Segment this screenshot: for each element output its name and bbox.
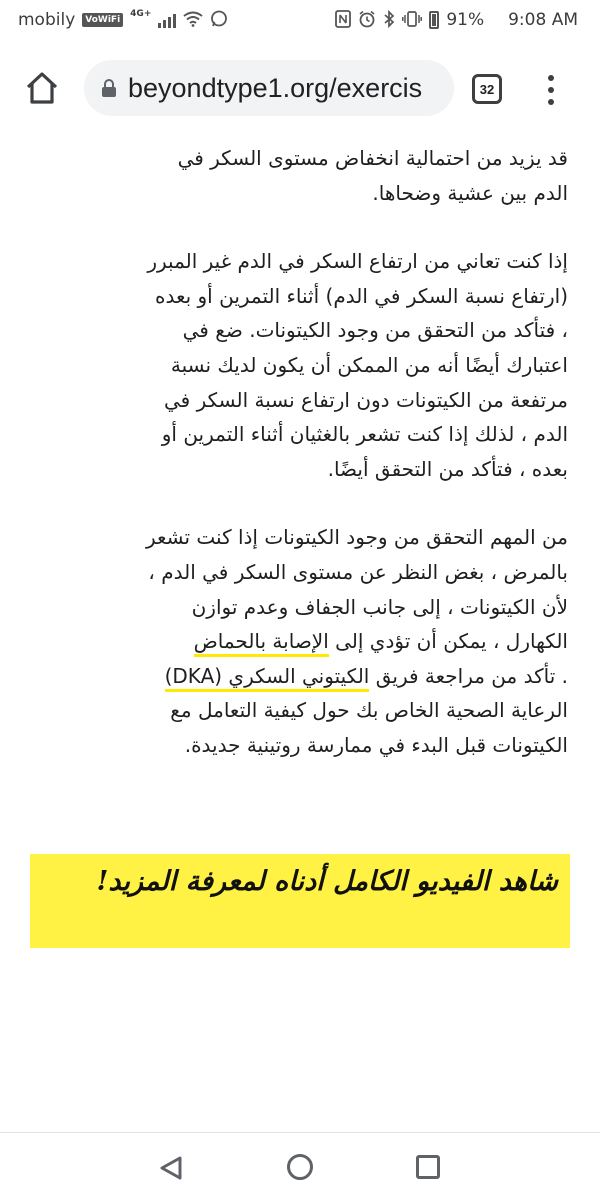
vibrate-icon: [402, 10, 422, 31]
text-line: الدم بين عشية وضحاها.: [372, 180, 568, 205]
status-bar: [0, 0, 600, 40]
line-text: الكهارل ، يمكن أن تؤدي إلى: [335, 629, 568, 654]
signal-icon: [158, 12, 176, 28]
overflow-menu-icon[interactable]: [543, 72, 559, 108]
text-line: [32, 624, 568, 659]
back-button[interactable]: [158, 1155, 184, 1185]
system-navigation-bar: [0, 1132, 600, 1200]
text-line: قد يزيد من احتمالية انخفاض مستوى السكر في: [177, 146, 568, 170]
browser-toolbar: [0, 40, 600, 136]
whatsapp-icon: [210, 10, 228, 31]
text-line: الدم ، لذلك إذا كنت تشعر بالغثيان أثناء التمرين أو: [161, 422, 568, 447]
dka-link-part1[interactable]: الإصابة بالحماض: [194, 629, 329, 657]
text-line: الكيتونات قبل البدء في ممارسة روتينية جديدة.: [184, 732, 568, 757]
dka-link-part2[interactable]: الكيتوني السكري (DKA): [165, 664, 370, 692]
recents-button[interactable]: [416, 1155, 440, 1179]
callout-text: شاهد الفيديو الكامل أدناه لمعرفة المزيد!: [96, 866, 558, 897]
nfc-icon: [335, 10, 351, 31]
tab-count: 32: [479, 81, 495, 97]
text-line: لأن الكيتونات ، إلى جانب الجفاف وعدم توازن: [191, 594, 568, 619]
battery-level: 91%: [446, 10, 485, 30]
article-body: [32, 136, 568, 797]
address-bar[interactable]: [84, 60, 454, 116]
carrier-name: mobily: [18, 10, 76, 30]
text-line: ، فتأكد من التحقق من وجود الكيتونات. ضع في: [182, 318, 568, 343]
line-text: . تأكد من مراجعة فريق: [375, 663, 568, 688]
text-line: إذا كنت تعاني من ارتفاع السكر في الدم غير المبرر: [147, 249, 568, 274]
network-type: 4G+: [130, 9, 152, 19]
alarm-icon: [358, 10, 376, 31]
text-line: الرعاية الصحية الخاص بك حول كيفية التعامل مع: [170, 698, 568, 723]
text-line: اعتبارك أيضًا أنه من الممكن أن يكون لديك نسبة: [170, 352, 568, 377]
paragraph-3: [32, 520, 568, 762]
video-callout: [30, 854, 570, 948]
url-text: beyondtype1.org/exercis: [128, 72, 423, 103]
text-line: (ارتفاع نسبة السكر في الدم) أثناء التمرين أو بعده: [154, 283, 568, 308]
web-content[interactable]: [0, 136, 600, 1132]
paragraph-1: [32, 141, 568, 210]
home-circle-button[interactable]: [287, 1154, 313, 1180]
home-button[interactable]: [24, 70, 60, 106]
tab-switcher-button[interactable]: [472, 74, 502, 104]
text-line: مرتفعة من الكيتونات دون ارتفاع نسبة السكر في: [164, 387, 568, 412]
text-line: من المهم التحقق من وجود الكيتونات إذا كنت تشعر: [145, 525, 568, 550]
back-triangle-icon: [158, 1155, 184, 1181]
vowifi-badge: VoWiFi: [82, 13, 123, 27]
text-line: بالمرض ، بغض النظر عن مستوى السكر في الدم ،: [148, 559, 568, 584]
battery-icon: [429, 11, 439, 29]
text-line: [32, 659, 568, 694]
paragraph-2: [32, 244, 568, 486]
text-line: بعده ، فتأكد من التحقق أيضًا.: [327, 456, 568, 481]
home-icon: [24, 70, 60, 106]
clock: 9:08 AM: [508, 10, 578, 30]
status-left: [18, 10, 228, 31]
lock-icon: [102, 79, 116, 97]
wifi-icon: [183, 11, 203, 30]
bluetooth-icon: [383, 10, 395, 31]
status-right: [335, 10, 578, 31]
